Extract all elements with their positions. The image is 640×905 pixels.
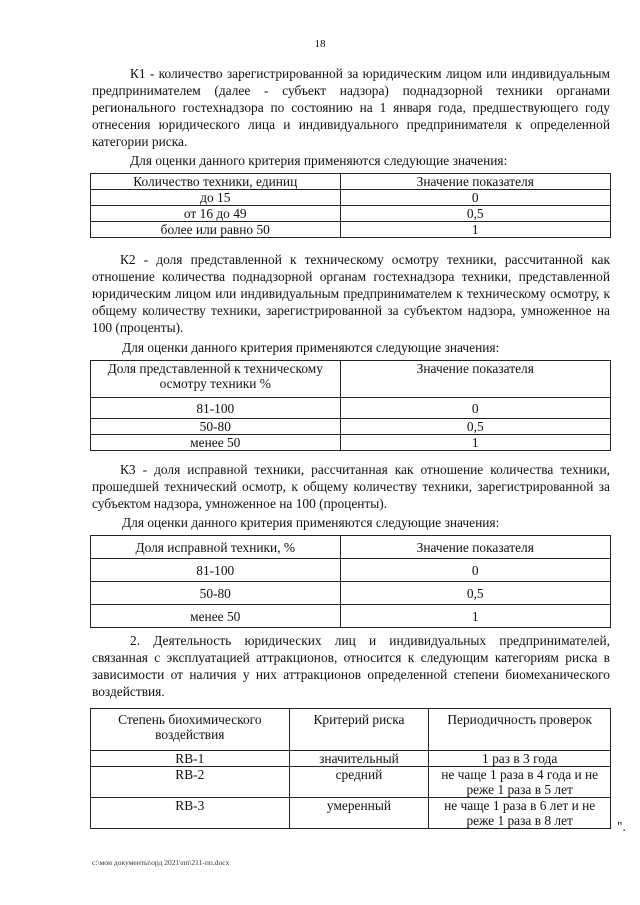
k1-paragraph: К1 - количество зарегистрированной за юридическим лицом или индивидуальным предпринимателем (далее - субъект надзора) поднадзорной техники органами регионального гостехнадзора по состоянию на 1 января года, предшествующего году отнесения юридического лица и индивидуального предпринимателя к определенной категории риска.	[92, 66, 610, 149]
k1-intro: Для оценки данного критерия применяются следующие значения:	[130, 153, 508, 168]
k2-paragraph: К2 - доля представленной к техническому осмотру техники, рассчитанной как отношение количества поднадзорной органам гостехнадзора техники, представленной юридическим лицом или индивидуальным предпринимателем к техническому осмотру, к общему количеству техники, зарегистрированной за субъектом надзора, умноженное на 100 (проценты).	[92, 252, 610, 335]
table-header-cell: Доля исправной техники, %	[91, 536, 341, 559]
table-cell: 1	[340, 605, 610, 628]
k2-table	[90, 360, 611, 451]
table-cell: не чаще 1 раза в 6 лет и не реже 1 раза в 8 лет	[429, 798, 611, 829]
page-number: 18	[314, 38, 326, 50]
table-header-cell: Значение показателя	[340, 174, 610, 190]
table-cell: 0	[340, 190, 610, 206]
section2-paragraph: 2. Деятельность юридических лиц и индивидуальных предпринимателей, связанная с эксплуатацией аттракционов, относится к следующим категориям риска в зависимости от наличия у них аттракционов определенной степени биомеханического воздействия.	[92, 633, 610, 699]
table-cell: 0	[340, 398, 610, 419]
k3-paragraph: К3 - доля исправной техники, рассчитанная как отношение количества техники, прошедшей технический осмотр, к общему количеству техники, зарегистрированной за субъектом надзора, умноженное на 100 (проценты).	[92, 462, 610, 511]
table-header-cell: Критерий риска	[289, 709, 429, 751]
table-cell: 0,5	[340, 206, 610, 222]
table-cell: средний	[289, 767, 429, 798]
table-cell: RB-2	[91, 767, 290, 798]
table-row	[91, 798, 611, 829]
table-cell: 0	[340, 559, 610, 582]
attraction-risk-table	[90, 708, 611, 829]
table-row	[91, 435, 611, 451]
table-cell: 50-80	[91, 582, 341, 605]
table-cell: 0,5	[340, 582, 610, 605]
k3-intro: Для оценки данного критерия применяются следующие значения:	[122, 515, 500, 530]
table-cell: 81-100	[91, 559, 341, 582]
k2-intro: Для оценки данного критерия применяются следующие значения:	[122, 340, 500, 355]
table-cell: 1	[340, 435, 610, 451]
table-cell: не чаще 1 раза в 4 года и не реже 1 раза в 5 лет	[429, 767, 611, 798]
table-cell: 81-100	[91, 398, 341, 419]
table-header-cell: Периодичность проверок	[429, 709, 611, 751]
table-header-cell: Доля представленной к техническому осмотру техники %	[91, 361, 341, 398]
table-header-row	[91, 361, 611, 398]
table-header-cell: Значение показателя	[340, 361, 610, 398]
table-row	[91, 190, 611, 206]
table-cell: 0,5	[340, 419, 610, 435]
k1-table	[90, 173, 611, 238]
table-header-row	[91, 709, 611, 751]
table-header-cell: Количество техники, единиц	[91, 174, 341, 190]
table-cell: от 16 до 49	[91, 206, 341, 222]
table-header-cell: Значение показателя	[340, 536, 610, 559]
closing-quote-mark: ".	[617, 819, 626, 834]
table-row	[91, 751, 611, 767]
table-header-row	[91, 174, 611, 190]
table-cell: 1 раз в 3 года	[429, 751, 611, 767]
table-row	[91, 767, 611, 798]
table-cell: RB-1	[91, 751, 290, 767]
table-header-cell: Степень биохимического воздействия	[91, 709, 290, 751]
table-cell: менее 50	[91, 435, 341, 451]
table-row	[91, 582, 611, 605]
table-cell: до 15	[91, 190, 341, 206]
table-row	[91, 419, 611, 435]
k3-table	[90, 535, 611, 628]
table-row	[91, 206, 611, 222]
table-cell: значительный	[289, 751, 429, 767]
table-cell: RB-3	[91, 798, 290, 829]
table-cell: 50-80	[91, 419, 341, 435]
table-header-row	[91, 536, 611, 559]
table-cell: менее 50	[91, 605, 341, 628]
table-row	[91, 398, 611, 419]
table-row	[91, 559, 611, 582]
table-row	[91, 605, 611, 628]
table-row	[91, 222, 611, 238]
table-cell: 1	[340, 222, 610, 238]
table-cell: более или равно 50	[91, 222, 341, 238]
table-cell: умеренный	[289, 798, 429, 829]
file-path-footer: c:\мои документы\орд 2021\пп\211-пп.docx	[92, 858, 230, 867]
